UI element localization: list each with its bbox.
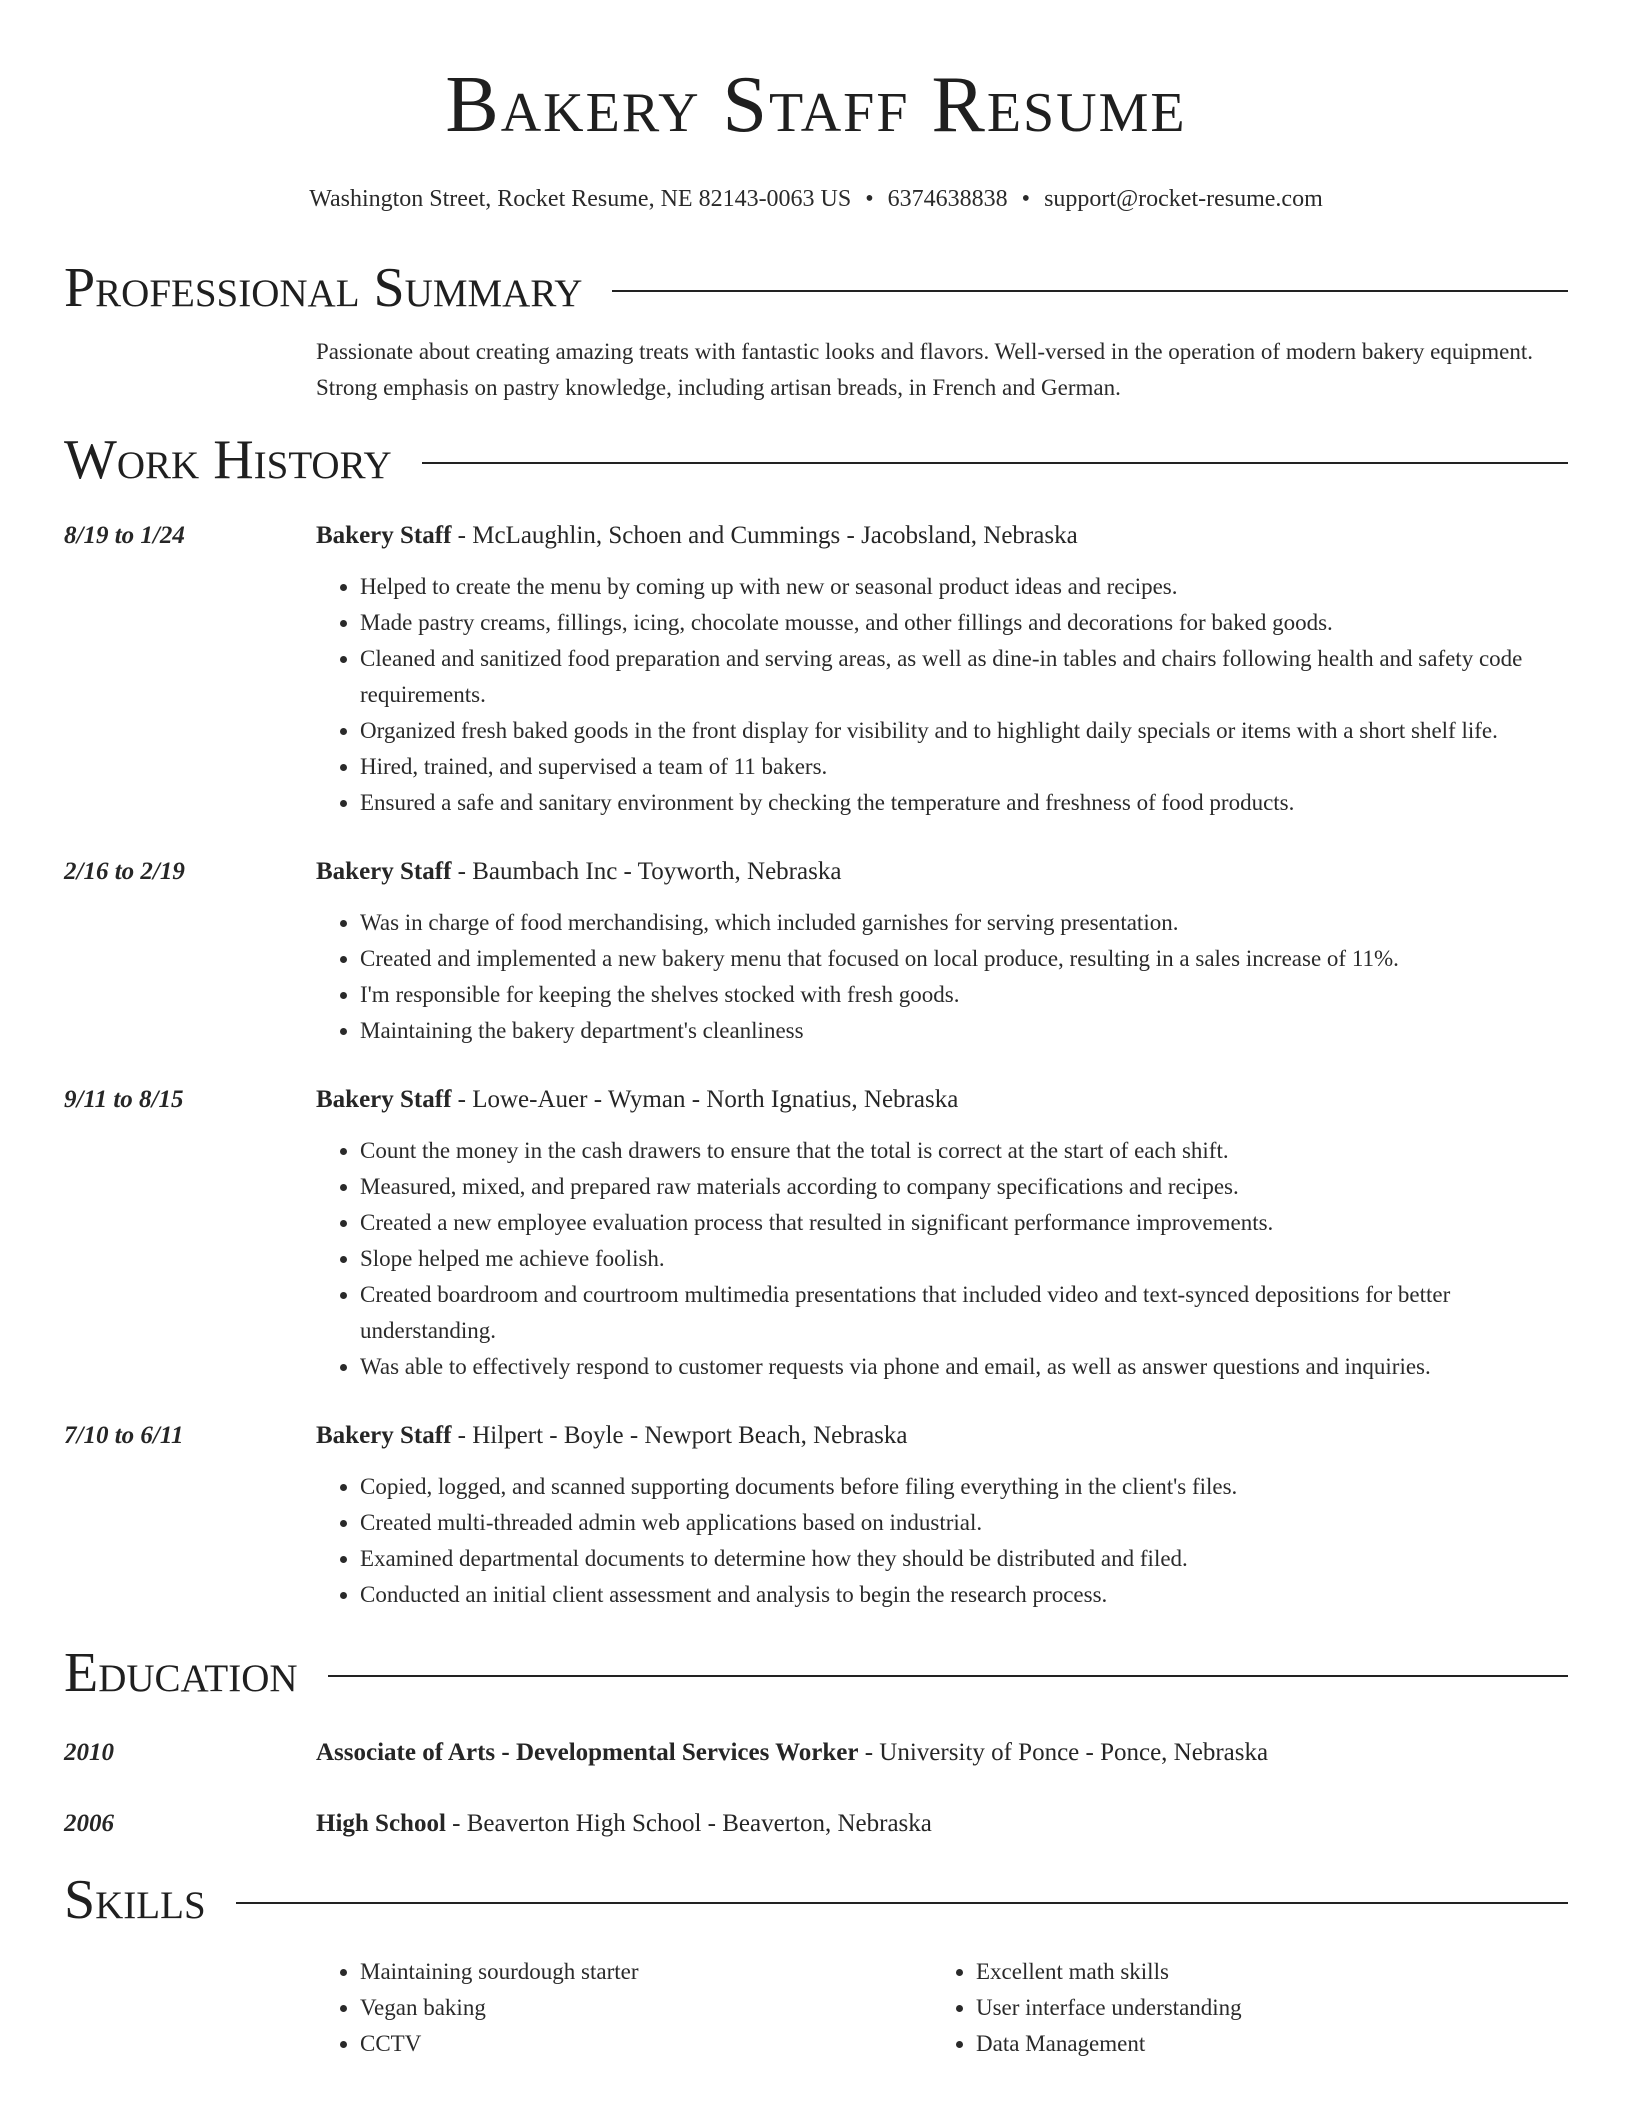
skill-item: • User interface understanding xyxy=(976,1990,1548,2026)
work-bullet: • Was able to effectively respond to customer requests via phone and email, as well as answer questions and inquiries. xyxy=(360,1349,1568,1385)
education-entry xyxy=(64,1806,1568,1842)
education-entry xyxy=(64,1735,1568,1771)
section-title-skills: Skills xyxy=(64,1869,206,1931)
work-bullet: • Organized fresh baked goods in the front display for visibility and to highlight daily specials or items with a short shelf life. xyxy=(360,713,1568,749)
work-entry xyxy=(64,518,1568,821)
skill-item: • Data Management xyxy=(976,2026,1548,2062)
education-date: 2010 xyxy=(64,1739,114,1766)
education-heading xyxy=(316,1806,1568,1842)
work-bullet: • Count the money in the cash drawers to ensure that the total is correct at the start of each shift. xyxy=(360,1133,1568,1169)
work-bullet: • Created a new employee evaluation process that resulted in significant performance improvements. xyxy=(360,1205,1568,1241)
skill-item: • CCTV xyxy=(360,2026,932,2062)
section-title-work: Work History xyxy=(64,429,392,491)
education-degree: Associate of Arts - Developmental Services Worker xyxy=(316,1739,859,1766)
skill-item: • Excellent math skills xyxy=(976,1954,1548,1990)
work-body xyxy=(316,854,1568,1049)
education-school: - Beaverton High School - Beaverton, Nebraska xyxy=(445,1810,932,1837)
work-body xyxy=(316,1082,1568,1385)
section-divider xyxy=(236,1902,1568,1904)
section-title-summary: Professional Summary xyxy=(64,257,583,319)
work-employer: - Hilpert - Boyle - Newport Beach, Nebraska xyxy=(451,1422,908,1449)
section-header-education xyxy=(64,1641,1568,1705)
work-bullet: • Ensured a safe and sanitary environment by checking the temperature and freshness of food products. xyxy=(360,785,1568,821)
work-body xyxy=(316,1418,1568,1613)
work-bullet: • Slope helped me achieve foolish. xyxy=(360,1241,1568,1277)
work-heading xyxy=(316,1082,1568,1118)
work-employer: - Lowe-Auer - Wyman - North Ignatius, Nebraska xyxy=(451,1086,959,1113)
work-role: Bakery Staff xyxy=(316,1422,452,1449)
work-employer: - Baumbach Inc - Toyworth, Nebraska xyxy=(451,858,842,885)
section-header-skills xyxy=(64,1868,1568,1932)
work-bullet: • Created multi-threaded admin web applications based on industrial. xyxy=(360,1505,1568,1541)
skills-column-right xyxy=(932,1954,1548,2062)
work-body xyxy=(316,518,1568,821)
work-bullet: • Maintaining the bakery department's cleanliness xyxy=(360,1013,1568,1049)
work-entry xyxy=(64,1082,1568,1385)
work-bullet: • Examined departmental documents to determine how they should be distributed and filed. xyxy=(360,1541,1568,1577)
work-bullet: • Created boardroom and courtroom multimedia presentations that included video and text-synced depositions for better understanding. xyxy=(360,1277,1568,1349)
work-date: 9/11 to 8/15 xyxy=(64,1086,184,1113)
education-date: 2006 xyxy=(64,1810,114,1837)
education-heading xyxy=(316,1735,1568,1771)
work-bullet: • Helped to create the menu by coming up with new or seasonal product ideas and recipes. xyxy=(360,569,1568,605)
work-entry xyxy=(64,1418,1568,1613)
work-bullet: • Copied, logged, and scanned supporting documents before filing everything in the client's files. xyxy=(360,1469,1568,1505)
work-entry xyxy=(64,854,1568,1049)
work-bullet: • Measured, mixed, and prepared raw materials according to company specifications and recipes. xyxy=(360,1169,1568,1205)
work-role: Bakery Staff xyxy=(316,522,452,549)
work-bullet: • Hired, trained, and supervised a team of 11 bakers. xyxy=(360,749,1568,785)
skills-column-left xyxy=(316,1954,932,2062)
work-bullets xyxy=(316,1469,1568,1613)
contact-phone: 6374638838 xyxy=(887,186,1008,212)
work-bullet: • Was in charge of food merchandising, which included garnishes for serving presentation. xyxy=(360,905,1568,941)
work-bullets xyxy=(316,1133,1568,1385)
section-divider xyxy=(422,462,1568,464)
contact-line xyxy=(64,184,1568,214)
section-divider xyxy=(612,290,1568,292)
section-divider xyxy=(328,1675,1568,1677)
section-header-work xyxy=(64,428,1568,492)
work-bullet: • Conducted an initial client assessment and analysis to begin the research process. xyxy=(360,1577,1568,1613)
skills-list xyxy=(316,1954,1568,2062)
section-header-summary xyxy=(64,256,1568,320)
contact-address: Washington Street, Rocket Resume, NE 82143-0063 US xyxy=(309,186,852,212)
work-bullet: • Created and implemented a new bakery menu that focused on local produce, resulting in a sales increase of 11%. xyxy=(360,941,1568,977)
work-heading xyxy=(316,1418,1568,1454)
work-date: 7/10 to 6/11 xyxy=(64,1422,184,1449)
skill-item: • Maintaining sourdough starter xyxy=(360,1954,932,1990)
contact-email: support@rocket-resume.com xyxy=(1044,186,1323,212)
work-bullet: • Made pastry creams, fillings, icing, chocolate mousse, and other fillings and decorations for baked goods. xyxy=(360,605,1568,641)
contact-separator: • xyxy=(1021,186,1031,212)
work-date: 8/19 to 1/24 xyxy=(64,522,185,549)
work-bullets xyxy=(316,905,1568,1049)
work-heading xyxy=(316,518,1568,554)
education-school: - University of Ponce - Ponce, Nebraska xyxy=(858,1739,1269,1766)
education-degree: High School xyxy=(316,1810,446,1837)
section-title-education: Education xyxy=(64,1642,298,1704)
work-bullet: • I'm responsible for keeping the shelves stocked with fresh goods. xyxy=(360,977,1568,1013)
summary-text: Passionate about creating amazing treats with fantastic looks and flavors. Well-versed in the operation of modern bakery equipment. Strong emphasis on pastry knowledge, including artisan breads, in French and German. xyxy=(316,339,1533,400)
work-bullet: • Cleaned and sanitized food preparation and serving areas, as well as dine-in tables and chairs following health and safety code requirements. xyxy=(360,641,1568,713)
work-bullets xyxy=(316,569,1568,821)
work-role: Bakery Staff xyxy=(316,858,452,885)
contact-separator: • xyxy=(865,186,874,212)
work-heading xyxy=(316,854,1568,890)
work-role: Bakery Staff xyxy=(316,1086,452,1113)
skill-item: • Vegan baking xyxy=(360,1990,932,2026)
resume-title: Bakery Staff Resume xyxy=(445,61,1187,149)
work-date: 2/16 to 2/19 xyxy=(64,858,185,885)
work-employer: - McLaughlin, Schoen and Cummings - Jacobsland, Nebraska xyxy=(451,522,1078,549)
